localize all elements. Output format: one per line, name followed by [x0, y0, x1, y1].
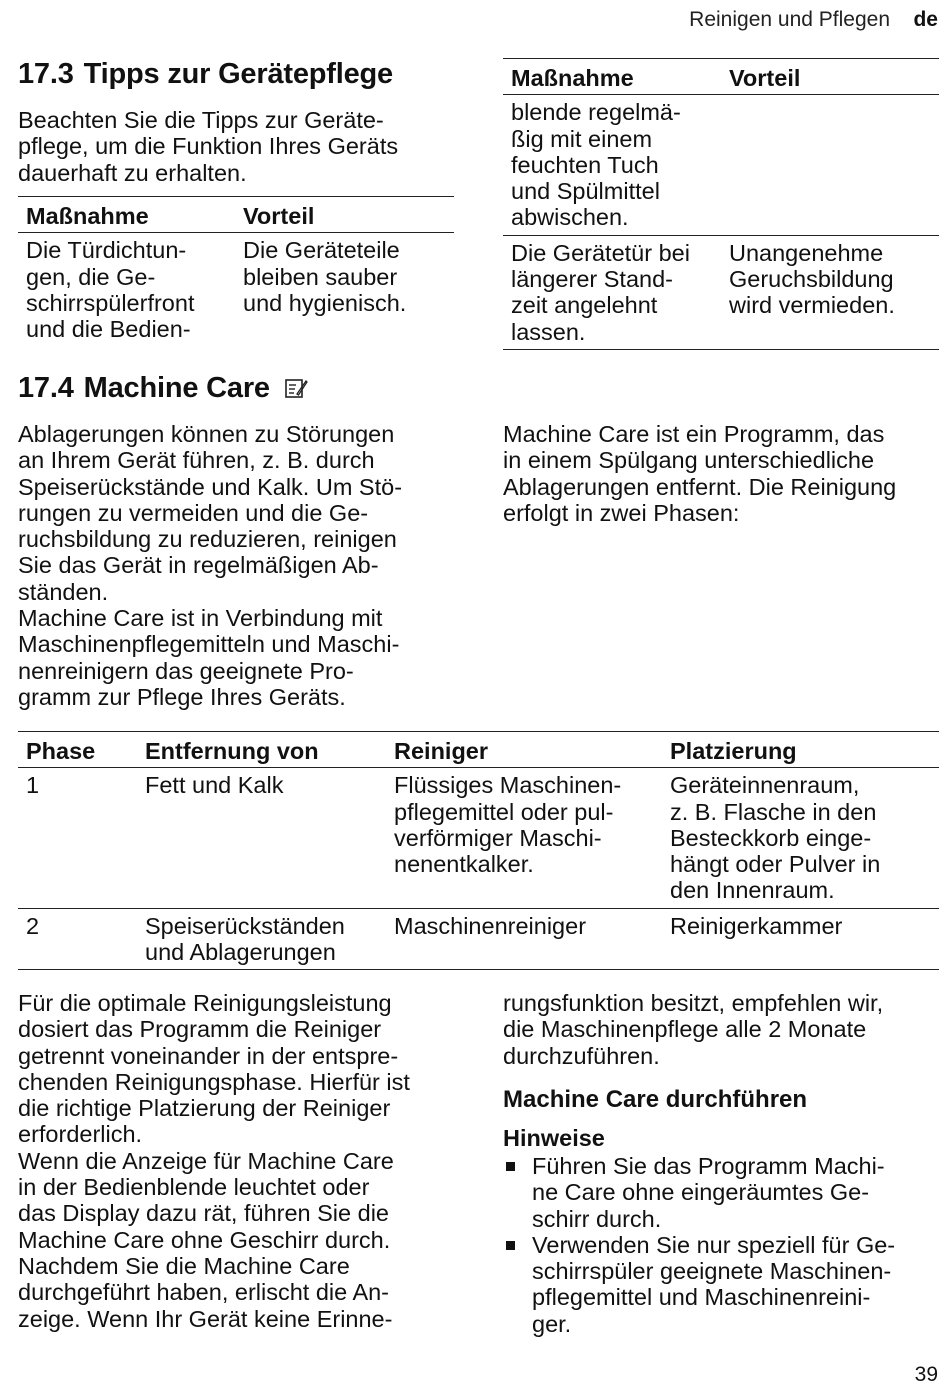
machine-care-phase-table [18, 731, 939, 970]
text-line: Für die optimale Reinigungsleistung [18, 990, 392, 1016]
table-row [503, 235, 939, 349]
running-header-language: de [913, 8, 938, 31]
text-line: dosiert das Programm die Reiniger [18, 1016, 382, 1043]
page-number: 39 [914, 1363, 938, 1386]
cleaner-cell: Flüssiges Maschinen- pflegemittel oder pul- verförmiger Maschi- nenentkalker. [386, 768, 662, 908]
text-line: Speiserückstände und Kalk. Um Stö- [18, 473, 403, 500]
removal-cell: Speiserückständen und Ablagerungen [137, 908, 386, 970]
text-line: in einem Spülgang unterschiedliche [503, 447, 875, 474]
text-line: gramm zur Pflege Ihres Geräts. [18, 683, 346, 710]
machine-care-details-right [503, 990, 943, 1069]
benefit-cell [721, 95, 939, 235]
text-line: Ablagerungen entfernt. Die Reinigung [503, 473, 897, 500]
table-header-benefit: Vorteil [235, 197, 454, 233]
section-number: 17.4 [18, 372, 74, 404]
care-table-part2 [503, 58, 939, 350]
phase-cell: 1 [18, 768, 137, 908]
table-header-benefit: Vorteil [721, 59, 939, 95]
text-line: ständen. [18, 578, 109, 605]
measure-cell: Die Türdichtun- gen, die Ge- schirrspülerfront und die Bedien- [26, 237, 195, 343]
text-line: getrennt voneinander in der entspre- [18, 1042, 399, 1069]
text-line: chenden Reinigungsphase. Hierfür ist [18, 1068, 410, 1095]
text-line: die Maschinenpflege alle 2 Monate [503, 1016, 867, 1043]
text-line: Machine Care ohne Geschirr durch. [18, 1226, 391, 1253]
table-header-cleaner: Reiniger [386, 732, 662, 768]
text-line: pflege, um die Funktion Ihres Geräts [18, 133, 399, 160]
text-line: ruchsbildung zu reduzieren, reinigen [18, 526, 397, 553]
notes-list [503, 1153, 943, 1337]
phase-cell: 2 [18, 908, 137, 970]
list-item: Führen Sie das Programm Machi- ne Care ohne eingeräumtes Ge- schirr durch. [503, 1153, 943, 1232]
placement-cell: Reinigerkammer [662, 908, 939, 970]
text-line: zeige. Wenn Ihr Gerät keine Erinne- [18, 1305, 393, 1332]
table-header-measure: Maßnahme [18, 197, 235, 233]
table-header-placement: Platzierung [662, 732, 939, 768]
machine-care-intro-right [503, 421, 943, 526]
benefit-cell: Unangenehme Geruchsbildung wird vermieden. [721, 235, 939, 349]
notes-heading: Hinweise [503, 1125, 605, 1151]
section-17-3-intro [18, 107, 458, 186]
text-line: erforderlich. [18, 1121, 143, 1148]
cleaner-cell: Maschinenreiniger [386, 908, 662, 970]
text-line: durchgeführt haben, erlischt die An- [18, 1279, 390, 1306]
table-header-removal: Entfernung von [137, 732, 386, 768]
bullet-square-icon [506, 1162, 515, 1171]
text-line: Sie das Gerät in regelmäßigen Ab- [18, 552, 379, 579]
text-line: an Ihrem Gerät führen, z. B. durch [18, 447, 375, 474]
text-line: dauerhaft zu erhalten. [18, 159, 247, 186]
text-line: erfolgt in zwei Phasen: [503, 499, 740, 526]
bullet-square-icon [506, 1241, 515, 1250]
table-header-phase: Phase [18, 732, 137, 768]
section-number: 17.3 [18, 58, 74, 90]
text-line: nenreinigern das geeignete Pro- [18, 657, 354, 684]
text-line: Maschinenpflegemitteln und Maschi- [18, 631, 400, 658]
section-17-3-heading [18, 58, 393, 91]
procedure-heading: Machine Care durchführen [503, 1086, 808, 1113]
measure-cell: blende regelmä- ßig mit einem feuchten Tuch und Spülmittel abwischen. [503, 95, 721, 235]
measure-cell: Die Gerätetür bei längerer Stand- zeit angelehnt lassen. [503, 235, 721, 349]
text-line: durchzuführen. [503, 1042, 660, 1069]
machine-care-details-left [18, 990, 463, 1332]
text-line: Beachten Sie die Tipps zur Geräte- [18, 107, 384, 133]
placement-cell: Geräteinnenraum, z. B. Flasche in den Besteckkorb einge- hängt oder Pulver in den Innenraum. [662, 768, 939, 908]
text-line: Nachdem Sie die Machine Care [18, 1252, 350, 1279]
text-line: rungsfunktion besitzt, empfehlen wir, [503, 990, 884, 1016]
benefit-cell: Die Geräteteile bleiben sauber und hygienisch. [243, 237, 407, 316]
table-row [18, 233, 454, 347]
section-title: Machine Care [83, 372, 270, 404]
removal-cell: Fett und Kalk [137, 768, 386, 908]
table-header-measure: Maßnahme [503, 59, 721, 95]
text-line: Machine Care ist in Verbindung mit [18, 605, 383, 632]
text-line: die richtige Platzierung der Reiniger [18, 1095, 391, 1122]
machine-care-icon [284, 375, 308, 408]
text-line: rungen zu vermeiden und die Ge- [18, 499, 369, 526]
care-table-part1 [18, 196, 454, 346]
list-item: Verwenden Sie nur speziell für Ge- schirrspüler geeignete Maschinen- pflegemittel und Maschinenreini- ger. [503, 1232, 943, 1337]
text-line: in der Bedienblende leuchtet oder [18, 1174, 370, 1201]
table-row [503, 95, 939, 235]
machine-care-intro-left [18, 421, 463, 710]
running-header-section: Reinigen und Pflegen [689, 8, 890, 31]
text-line: Machine Care ist ein Programm, das [503, 421, 885, 447]
text-line: Ablagerungen können zu Störungen [18, 421, 395, 447]
table-row [18, 768, 939, 908]
section-17-4-heading [18, 372, 308, 408]
section-title: Tipps zur Gerätepflege [83, 58, 393, 90]
text-line: Wenn die Anzeige für Machine Care [18, 1147, 394, 1174]
table-row [18, 908, 939, 970]
text-line: das Display dazu rät, führen Sie die [18, 1200, 389, 1227]
